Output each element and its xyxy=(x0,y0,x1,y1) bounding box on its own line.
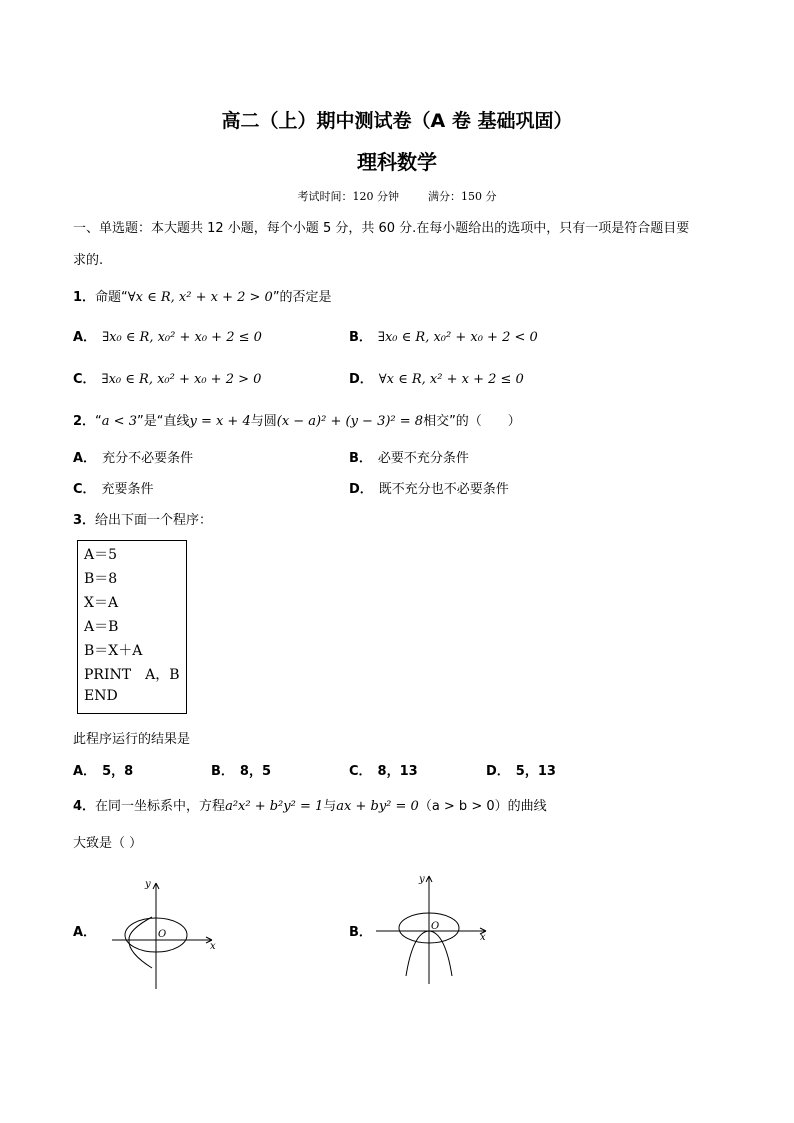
graph-a-letter: A． xyxy=(73,925,97,940)
program-line: B＝X＋A xyxy=(84,643,143,659)
question-4-stem xyxy=(73,795,547,814)
option-expression: ∃x₀ ∈ R, x₀² + x₀ + 2 < 0 xyxy=(377,330,538,345)
q1-option-d xyxy=(349,368,524,387)
q2-option-b xyxy=(349,447,469,466)
option-letter: A． xyxy=(73,451,97,466)
q4-equation-ellipse: a²x² + b²y² = 1 xyxy=(225,799,324,814)
q1-expression: ∀x ∈ R, x² + x + 2 > 0 xyxy=(127,290,273,305)
option-text: 8，5 xyxy=(239,764,272,779)
q2-quote-open: “ xyxy=(95,414,102,429)
option-expression: ∃x₀ ∈ R, x₀² + x₀ + 2 > 0 xyxy=(101,372,262,387)
question-3-stem xyxy=(73,509,212,528)
q3-option-c xyxy=(349,760,418,779)
q4-mid: 与 xyxy=(323,799,337,814)
option-text: 8，13 xyxy=(377,764,418,779)
option-text: 充要条件 xyxy=(101,482,154,497)
q2-option-a xyxy=(73,447,193,466)
x-label: x xyxy=(480,932,486,943)
origin-label: O xyxy=(158,929,167,940)
q4-equation-parabola: ax + by² = 0 xyxy=(336,799,419,814)
graph-b-letter: B． xyxy=(349,925,372,940)
q3-result-text: 此程序运行的结果是 xyxy=(73,732,191,747)
q2-post: 相交”的（ ） xyxy=(423,414,521,429)
exam-time: 考试时间：120 分钟 xyxy=(297,190,399,203)
program-line: A＝B xyxy=(84,619,119,635)
q2-line-expression: y = x + 4 xyxy=(189,414,251,429)
program-line: X＝A xyxy=(84,595,119,611)
option-expression: ∃x₀ ∈ R, x₀² + x₀ + 2 ≤ 0 xyxy=(102,330,262,345)
option-text: 必要不充分条件 xyxy=(377,451,469,466)
question-number: 4． xyxy=(73,799,96,814)
option-text: 5，8 xyxy=(102,764,134,779)
option-letter: D． xyxy=(349,372,373,387)
question-1-stem xyxy=(73,286,332,305)
q3-text: 给出下面一个程序： xyxy=(95,513,213,528)
q1-option-c xyxy=(73,368,261,387)
program-line: A＝5 xyxy=(84,547,118,563)
program-line: B＝8 xyxy=(84,571,118,587)
q2-mid1: ”是“直线 xyxy=(136,414,190,429)
option-text: 既不充分也不必要条件 xyxy=(378,482,509,497)
program-line: PRINT A，B xyxy=(84,667,180,683)
section-instruction-line2: 求的. xyxy=(73,253,104,268)
subject-title: 理科数学 xyxy=(357,150,437,174)
program-box xyxy=(77,540,187,714)
q2-mid2: 与圆 xyxy=(250,414,277,429)
question-number: 1． xyxy=(73,290,96,305)
q2-condition: a < 3 xyxy=(101,414,137,429)
q1-option-b xyxy=(349,326,538,345)
q4-pre: 在同一坐标系中，方程 xyxy=(95,799,226,814)
option-letter: B． xyxy=(349,451,372,466)
q4-condition: （a > b > 0） xyxy=(418,799,508,814)
q3-option-a xyxy=(73,760,133,779)
option-expression: ∀x ∈ R, x² + x + 2 ≤ 0 xyxy=(378,372,524,387)
q2-option-d xyxy=(349,478,509,497)
section-instruction-line1: 一、单选题：本大题共 12 小题，每个小题 5 分，共 60 分.在每小题给出的选项中，只有一项是符合题目要 xyxy=(73,221,690,236)
full-score: 满分：150 分 xyxy=(428,190,497,203)
exam-title: 高二（上）期中测试卷（A 卷 基础巩固） xyxy=(221,110,573,132)
option-letter: C． xyxy=(349,764,372,779)
graph-a xyxy=(108,875,220,993)
q3-option-d xyxy=(486,760,556,779)
option-letter: D． xyxy=(486,764,510,779)
exam-meta xyxy=(0,188,794,204)
option-text: 5，13 xyxy=(515,764,556,779)
parabola-curve xyxy=(129,917,152,968)
q1-option-a xyxy=(73,326,262,345)
question-2-stem xyxy=(73,410,521,429)
q4-line2: 大致是（ ） xyxy=(73,836,143,851)
question-number: 3． xyxy=(73,513,96,528)
option-letter: C． xyxy=(73,372,96,387)
option-letter: D． xyxy=(349,482,373,497)
q2-option-c xyxy=(73,478,154,497)
y-label: y xyxy=(419,874,425,885)
q2-circle-expression: (x − a)² + (y − 3)² = 8 xyxy=(276,414,424,429)
graph-b xyxy=(372,870,492,988)
q3-option-b xyxy=(211,760,271,779)
y-label: y xyxy=(145,879,151,890)
x-label: x xyxy=(210,941,216,952)
q4-post: 的曲线 xyxy=(507,799,547,814)
program-line: END xyxy=(84,688,118,704)
option-letter: C． xyxy=(73,482,96,497)
option-letter: B． xyxy=(349,330,372,345)
q1-pre: 命题“ xyxy=(95,290,128,305)
q1-post: ”的否定是 xyxy=(272,290,332,305)
option-letter: A． xyxy=(73,330,97,345)
question-number: 2． xyxy=(73,414,96,429)
origin-label: O xyxy=(431,921,440,932)
option-letter: B． xyxy=(211,764,234,779)
option-text: 充分不必要条件 xyxy=(102,451,194,466)
option-letter: A． xyxy=(73,764,97,779)
